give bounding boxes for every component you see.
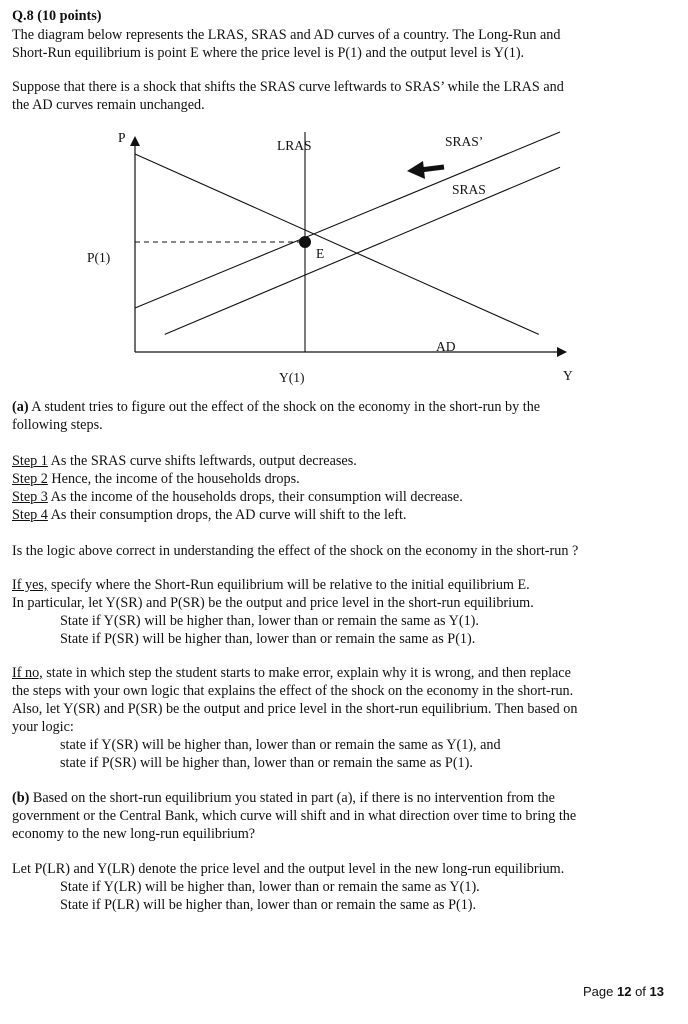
sras-label: SRAS xyxy=(452,182,486,197)
lras-label: LRAS xyxy=(277,138,312,153)
step-4-label: Step 4 xyxy=(12,507,48,523)
step-3-text: As the income of the households drops, their consumption will decrease. xyxy=(47,489,463,505)
if-yes-text: specify where the Short-Run equilibrium will be relative to the initial equilibrium E. xyxy=(47,577,530,593)
step-2-text: Hence, the income of the households drops. xyxy=(47,471,300,487)
part-b-line-3: economy to the new long-run equilibrium? xyxy=(12,826,256,842)
step-1-text: As the SRAS curve shifts leftwards, output decreases. xyxy=(47,453,357,469)
y1-tick-label: Y(1) xyxy=(279,370,305,385)
lr-state-1: State if Y(LR) will be higher than, lower than or remain the same as Y(1). xyxy=(60,879,480,895)
sras-prime-curve xyxy=(135,132,560,308)
as-ad-diagram xyxy=(0,0,688,400)
page-current: 12 xyxy=(616,984,632,999)
p1-tick-label: P(1) xyxy=(87,250,111,265)
step-1-label: Step 1 xyxy=(12,453,48,469)
if-yes-line-2: In particular, let Y(SR) and P(SR) be the output and price level in the short-run equilibrium. xyxy=(12,595,534,611)
step-4-text: As their consumption drops, the AD curve will shift to the left. xyxy=(47,507,407,523)
equilibrium-point xyxy=(299,236,311,248)
shift-arrow-head xyxy=(407,161,425,179)
if-no-text: state in which step the student starts to make error, explain why it is wrong, and then replace xyxy=(42,665,571,681)
intro-line-1: The diagram below represents the LRAS, SRAS and AD curves of a country. The Long-Run and xyxy=(12,27,561,43)
page-number xyxy=(583,984,664,999)
lr-state-2: State if P(LR) will be higher than, lower than or remain the same as P(1). xyxy=(60,897,477,913)
if-no-state-1: state if Y(SR) will be higher than, lower than or remain the same as Y(1), and xyxy=(60,737,501,753)
part-a-intro-1-text: A student tries to figure out the effect of the shock on the economy in the short-run by the xyxy=(28,399,541,415)
step-4 xyxy=(12,506,406,524)
if-no-state-2: state if P(SR) will be higher than, lower than or remain the same as P(1). xyxy=(60,755,473,771)
part-b-line-1: (b) Based on the short-run equilibrium you stated in part (a), if there is no intervention from the xyxy=(12,790,555,806)
page-total: 13 xyxy=(649,984,664,999)
step-3-label: Step 3 xyxy=(12,489,48,505)
y-axis-label: P xyxy=(118,130,126,145)
logic-question: Is the logic above correct in understanding the effect of the shock on the economy in the short-run ? xyxy=(12,543,579,559)
part-a-intro-1: (a) A student tries to figure out the effect of the shock on the economy in the short-run by the xyxy=(12,399,541,415)
question-title: Q.8 (10 points) xyxy=(12,8,102,24)
sras-curve xyxy=(165,167,560,334)
step-1 xyxy=(12,452,357,470)
page-mid: of xyxy=(631,984,650,999)
step-3 xyxy=(12,488,463,506)
ad-label: AD xyxy=(436,339,456,354)
shock-line-2: the AD curves remain unchanged. xyxy=(12,97,205,113)
if-yes-line-1 xyxy=(12,576,530,594)
if-yes-state-1: State if Y(SR) will be higher than, lower than or remain the same as Y(1). xyxy=(60,613,479,629)
part-b-line-1-text: Based on the short-run equilibrium you stated in part (a), if there is no intervention from the xyxy=(29,790,555,806)
if-no-line-4: your logic: xyxy=(12,719,74,735)
equilibrium-label: E xyxy=(316,246,325,261)
if-yes-label: If yes, xyxy=(12,577,48,593)
if-yes-state-2: State if P(SR) will be higher than, lower than or remain the same as P(1). xyxy=(60,631,476,647)
if-no-line-3: Also, let Y(SR) and P(SR) be the output and price level in the short-run equilibrium. Then based on xyxy=(12,701,578,717)
step-2-label: Step 2 xyxy=(12,471,48,487)
sras-prime-label: SRAS’ xyxy=(445,134,484,149)
if-no-line-1 xyxy=(12,664,571,682)
shock-line-1: Suppose that there is a shock that shifts the SRAS curve leftwards to SRAS’ while the LRAS and xyxy=(12,79,564,95)
if-no-label: If no, xyxy=(12,665,43,681)
if-no-line-2: the steps with your own logic that explains the effect of the shock on the economy in the short-run. xyxy=(12,683,574,699)
page-prefix: Page xyxy=(583,984,617,999)
step-2 xyxy=(12,470,300,488)
lr-line: Let P(LR) and Y(LR) denote the price level and the output level in the new long-run equilibrium. xyxy=(12,861,565,877)
part-a-intro-2: following steps. xyxy=(12,417,103,433)
part-b-line-2: government or the Central Bank, which curve will shift and in what direction over time to bring the xyxy=(12,808,577,824)
x-axis-label: Y xyxy=(563,368,573,383)
intro-line-2: Short-Run equilibrium is point E where the price level is P(1) and the output level is Y(1). xyxy=(12,45,525,61)
